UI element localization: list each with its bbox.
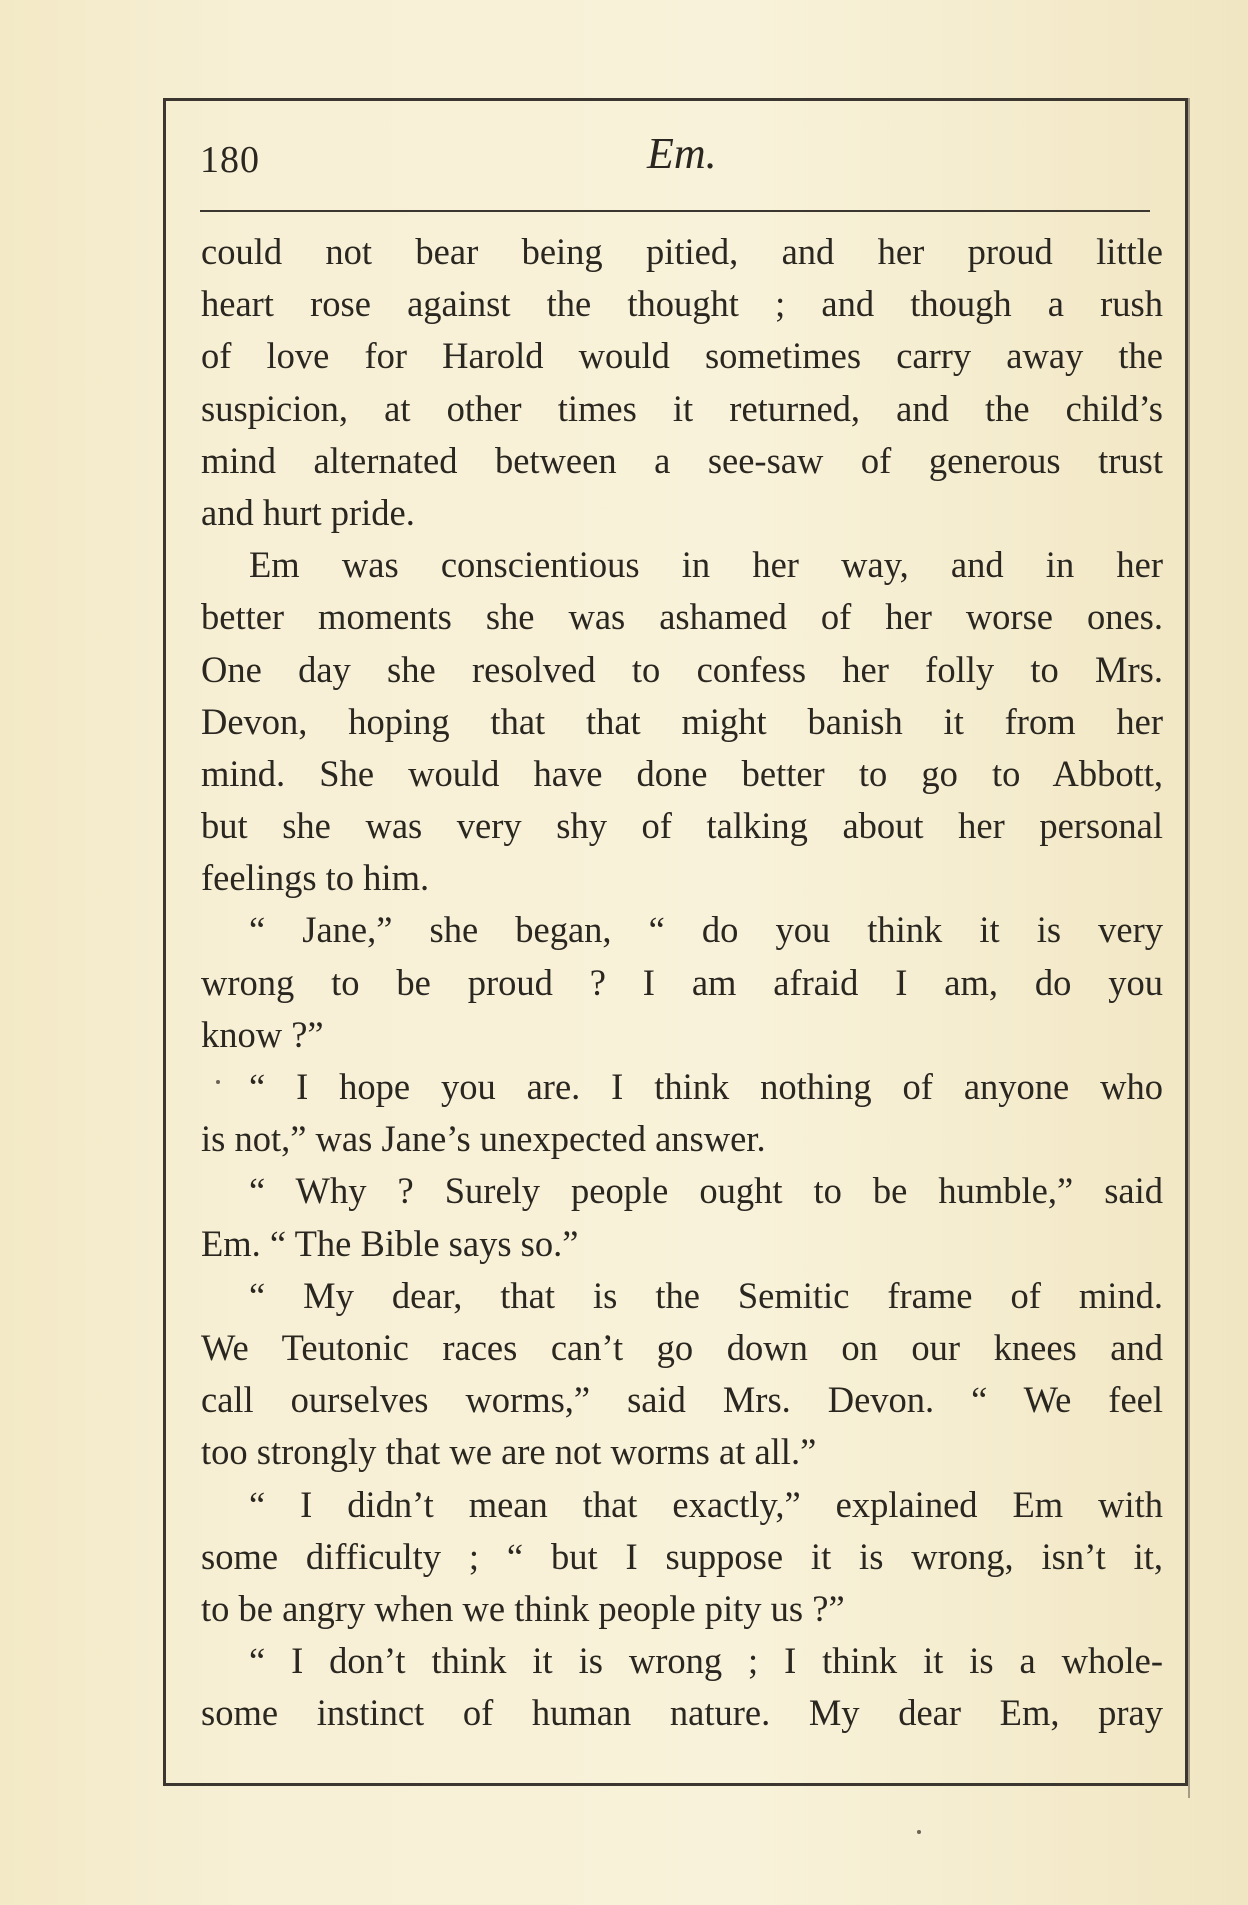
text-line: wrong to be proud ? I am afraid I am, do you xyxy=(201,961,1163,1003)
text-line: “ Why ? Surely people ought to be humble,” said xyxy=(249,1170,1163,1212)
text-line: some instinct of human nature. My dear Em, pray xyxy=(201,1692,1163,1734)
text-line: but she was very shy of talking about her personal xyxy=(201,805,1163,847)
text-line: is not,” was Jane’s unexpected answer. xyxy=(201,1118,766,1160)
running-title: Em. xyxy=(647,129,717,178)
text-line: suspicion, at other times it returned, and the child’s xyxy=(201,387,1163,429)
text-line: Devon, hoping that that might banish it from her xyxy=(201,700,1163,742)
page-border-shadow xyxy=(1188,98,1196,1798)
text-line: feelings to him. xyxy=(201,857,430,899)
paper-speck xyxy=(917,1830,921,1834)
text-line: Em. “ The Bible says so.” xyxy=(201,1222,579,1264)
text-line: better moments she was ashamed of her worse ones. xyxy=(201,596,1163,638)
paper-speck xyxy=(216,1080,220,1084)
text-line: “ My dear, that is the Semitic frame of mind. xyxy=(249,1274,1163,1316)
text-line: know ?” xyxy=(201,1013,324,1055)
text-line: One day she resolved to confess her folly to Mrs. xyxy=(201,648,1163,690)
page-header xyxy=(200,128,1150,198)
text-line: and hurt pride. xyxy=(201,491,415,533)
text-line: We Teutonic races can’t go down on our knees and xyxy=(201,1326,1163,1368)
text-line: mind alternated between a see-saw of generous trust xyxy=(201,439,1163,481)
text-line: “ I hope you are. I think nothing of anyone who xyxy=(249,1066,1163,1107)
text-line: “ Jane,” she began, “ do you think it is very xyxy=(249,909,1163,951)
text-line: mind. She would have done better to go to Abbott, xyxy=(201,752,1163,794)
body-text xyxy=(201,226,1163,1739)
text-line: could not bear being pitied, and her proud little xyxy=(201,231,1163,272)
text-line: Em was conscientious in her way, and in her xyxy=(249,544,1163,586)
text-line: to be angry when we think people pity us ?” xyxy=(201,1587,845,1629)
text-line: too strongly that we are not worms at all.” xyxy=(201,1431,817,1473)
text-line: call ourselves worms,” said Mrs. Devon. “ We feel xyxy=(201,1379,1163,1421)
text-line: heart rose against the thought ; and though a rush xyxy=(201,283,1163,325)
text-line: “ I didn’t mean that exactly,” explained Em with xyxy=(249,1483,1163,1525)
header-rule xyxy=(200,210,1150,212)
text-line: “ I don’t think it is wrong ; I think it is a whole- xyxy=(249,1640,1163,1682)
page-number: 180 xyxy=(200,139,260,181)
text-line: some difficulty ; “ but I suppose it is wrong, isn’t it, xyxy=(201,1535,1163,1577)
text-line: of love for Harold would sometimes carry away the xyxy=(201,335,1163,377)
